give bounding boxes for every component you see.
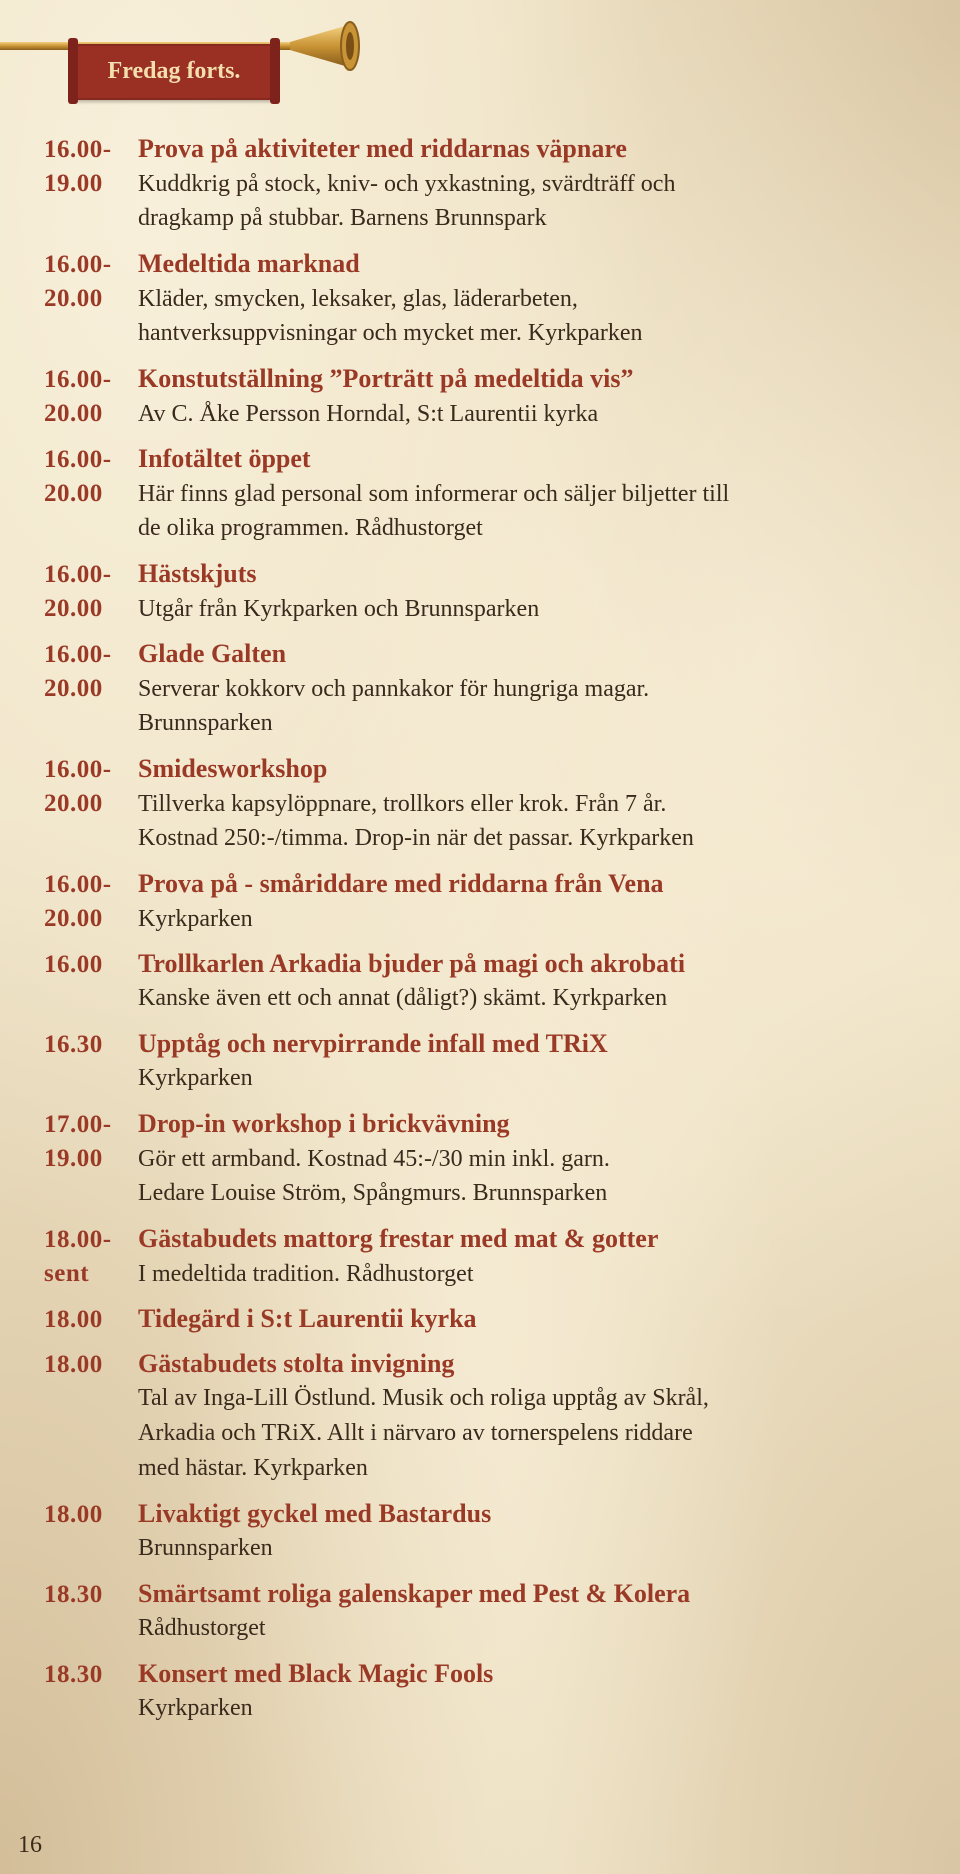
event-description: Av C. Åke Persson Horndal, S:t Laurentii kyrka	[138, 401, 599, 427]
event-item	[44, 946, 924, 1016]
event-description: med hästar. Kyrkparken	[138, 1455, 368, 1481]
event-end-time: 20.00	[44, 285, 103, 312]
event-start-time: 16.00-	[44, 251, 112, 278]
event-end-time: 20.00	[44, 400, 103, 427]
event-item	[44, 866, 924, 936]
event-item	[44, 246, 924, 351]
event-description: Rådhustorget	[138, 1615, 266, 1641]
event-title: Smidesworkshop	[138, 754, 328, 783]
event-description: Kostnad 250:-/timma. Drop-in när det passar. Kyrkparken	[138, 825, 694, 851]
event-title: Infotältet öppet	[138, 444, 311, 473]
event-title: Drop-in workshop i brickvävning	[138, 1109, 510, 1138]
event-item	[44, 441, 924, 546]
event-description: Brunnsparken	[138, 1535, 273, 1561]
event-end-time: 20.00	[44, 790, 103, 817]
event-description: Kuddkrig på stock, kniv- och yxkastning, svärdträff och	[138, 171, 676, 197]
event-description: Kläder, smycken, leksaker, glas, läderarbeten,	[138, 286, 578, 312]
event-title: Trollkarlen Arkadia bjuder på magi och akrobati	[138, 949, 686, 978]
event-end-time: 20.00	[44, 480, 103, 507]
event-title: Smärtsamt roliga galenskaper med Pest & Kolera	[138, 1579, 691, 1608]
event-title: Hästskjuts	[138, 559, 257, 588]
event-title: Konstutställning ”Porträtt på medeltida vis”	[138, 364, 634, 393]
event-item	[44, 361, 924, 431]
event-item	[44, 751, 924, 856]
event-start-time: 18.00-	[44, 1226, 112, 1253]
event-item	[44, 1656, 924, 1726]
event-description: Kyrkparken	[138, 906, 253, 932]
event-start-time: 16.00-	[44, 366, 112, 393]
event-item	[44, 636, 924, 741]
event-description: Gör ett armband. Kostnad 45:-/30 min inkl. garn.	[138, 1146, 610, 1172]
event-start-time: 16.00	[44, 951, 103, 978]
banner-title: Fredag forts.	[107, 58, 241, 84]
event-description: Kyrkparken	[138, 1065, 253, 1091]
event-start-time: 18.00	[44, 1306, 103, 1333]
event-title: Konsert med Black Magic Fools	[138, 1659, 494, 1688]
event-start-time: 18.00	[44, 1501, 103, 1528]
event-start-time: 16.00-	[44, 871, 112, 898]
event-item	[44, 556, 924, 626]
event-description: I medeltida tradition. Rådhustorget	[138, 1261, 474, 1287]
event-title: Tidegärd i S:t Laurentii kyrka	[138, 1304, 477, 1333]
event-item	[44, 1301, 924, 1336]
event-item	[44, 1496, 924, 1566]
event-title: Glade Galten	[138, 639, 287, 668]
event-end-time: 20.00	[44, 595, 103, 622]
event-end-time: 20.00	[44, 675, 103, 702]
event-description: Brunnsparken	[138, 710, 273, 736]
event-description: Ledare Louise Ström, Spångmurs. Brunnsparken	[138, 1180, 608, 1206]
event-start-time: 16.00-	[44, 446, 112, 473]
event-end-time: sent	[44, 1260, 90, 1287]
event-start-time: 18.30	[44, 1581, 103, 1608]
event-title: Livaktigt gyckel med Bastardus	[138, 1499, 492, 1528]
event-title: Gästabudets stolta invigning	[138, 1349, 455, 1378]
day-banner	[74, 44, 274, 100]
event-description: Kyrkparken	[138, 1695, 253, 1721]
event-list	[44, 131, 924, 1736]
event-item	[44, 1346, 924, 1486]
event-item	[44, 1106, 924, 1211]
event-description: Tillverka kapsylöppnare, trollkors eller krok. Från 7 år.	[138, 791, 667, 817]
event-description: Kanske även ett och annat (dåligt?) skämt. Kyrkparken	[138, 985, 668, 1011]
event-description: Tal av Inga-Lill Östlund. Musik och roliga upptåg av Skrål,	[138, 1385, 709, 1411]
event-description: dragkamp på stubbar. Barnens Brunnspark	[138, 205, 547, 231]
event-title: Prova på - småriddare med riddarna från Vena	[138, 869, 664, 898]
page-number: 16	[18, 1832, 42, 1858]
event-end-time: 20.00	[44, 905, 103, 932]
event-start-time: 16.30	[44, 1031, 103, 1058]
event-start-time: 18.30	[44, 1661, 103, 1688]
event-item	[44, 1026, 924, 1096]
event-description: Serverar kokkorv och pannkakor för hungriga magar.	[138, 676, 650, 702]
event-description: Utgår från Kyrkparken och Brunnsparken	[138, 596, 540, 622]
event-item	[44, 1221, 924, 1291]
event-end-time: 19.00	[44, 1145, 103, 1172]
event-title: Gästabudets mattorg frestar med mat & gotter	[138, 1224, 659, 1253]
event-start-time: 16.00-	[44, 641, 112, 668]
event-description: de olika programmen. Rådhustorget	[138, 515, 483, 541]
event-title: Upptåg och nervpirrande infall med TRiX	[138, 1029, 608, 1058]
event-description: Här finns glad personal som informerar och säljer biljetter till	[138, 481, 730, 507]
event-description: hantverksuppvisningar och mycket mer. Kyrkparken	[138, 320, 643, 346]
event-description: Arkadia och TRiX. Allt i närvaro av tornerspelens riddare	[138, 1420, 693, 1446]
event-start-time: 16.00-	[44, 561, 112, 588]
event-item	[44, 131, 924, 236]
event-item	[44, 1576, 924, 1646]
event-title: Medeltida marknad	[138, 249, 360, 278]
event-start-time: 18.00	[44, 1351, 103, 1378]
event-end-time: 19.00	[44, 170, 103, 197]
event-start-time: 17.00-	[44, 1111, 112, 1138]
event-start-time: 16.00-	[44, 136, 112, 163]
event-start-time: 16.00-	[44, 756, 112, 783]
event-title: Prova på aktiviteter med riddarnas väpnare	[138, 134, 627, 163]
